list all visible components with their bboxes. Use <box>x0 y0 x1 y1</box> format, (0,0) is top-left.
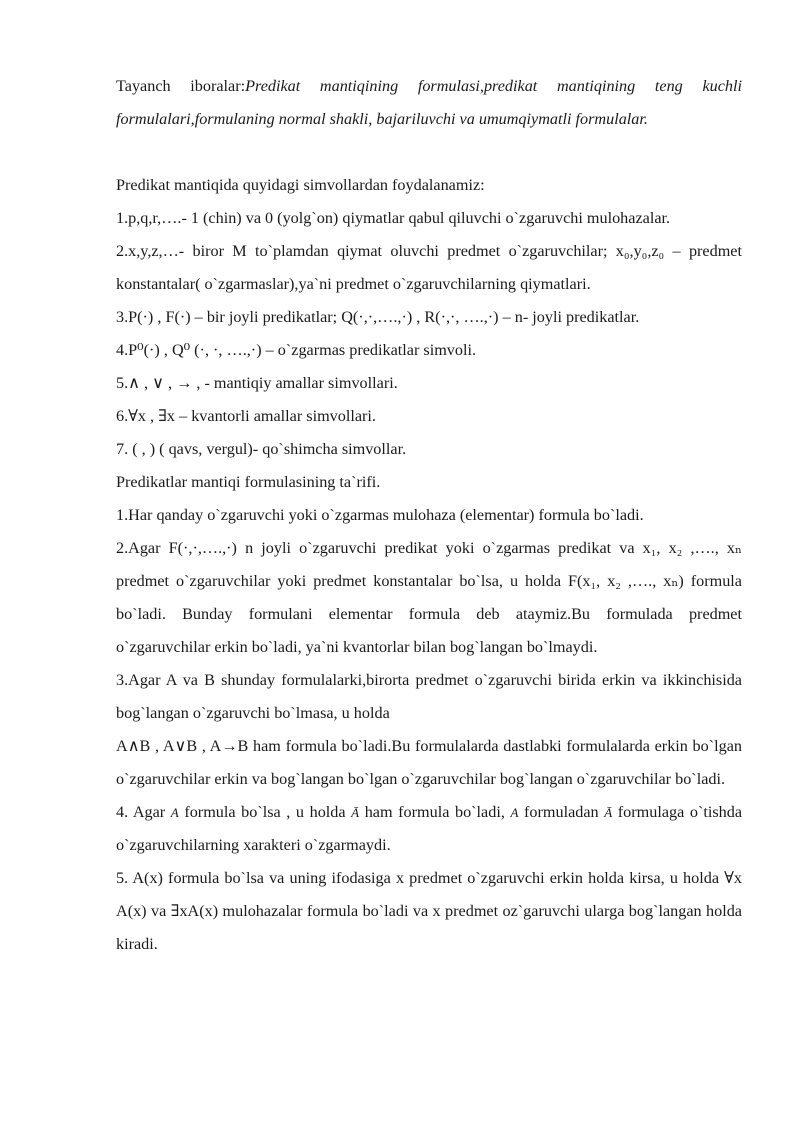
symbol-item-7: 7. ( , ) ( qavs, vergul)- qo`shimcha simvollar. <box>116 440 407 458</box>
keywords-label: Tayanch iboralar: <box>116 77 246 95</box>
spacer <box>116 136 742 169</box>
rule-3-continued: A∧B , A∨B , A→B ham formula bo`ladi.Bu formulalarda dastlabki formulalarda erkin bo`lgan o`zgaruvchilar erkin va bog`langan bo`lgan o`zgaruvchilar bog`langan o`zgaruvchilar bo`ladi. <box>116 737 742 788</box>
symbol-item-3: 3.P(·) , F(·) – bir joyli predikatlar; Q(·,·,….,·) , R(·,·, ….,·) – n- joyli predikatlar. <box>116 308 640 326</box>
symbol-item-2: 2.x,y,z,…- biror M to`plamdan qiymat oluvchi predmet o`zgaruvchilar; x₀,y₀,z₀ – predmet konstantalar( o`zgarmaslar),ya`ni predmet o`zgaruvchilarning qiymatlari. <box>116 242 742 293</box>
formula-symbol: A <box>510 805 519 820</box>
rule-4: 4. Agar A formula bo`lsa , u holda Ā ham formula bo`ladi, A formuladan Ā formulaga o`tishda o`zgaruvchilarning xarakteri o`zgarmaydi. <box>116 803 743 854</box>
keywords-text: Predikat mantiqining formulasi,predikat mantiqining teng kuchli formulalari,formulaning normal shakli, bajariluvchi va umumqiymatli formulalar. <box>116 77 742 128</box>
rule-3: 3.Agar A va B shunday formulalarki,birorta predmet o`zgaruvchi birida erkin va ikkinchisida bog`langan o`zgaruvchi bo`lmasa, u holda <box>116 671 742 722</box>
symbol-item-4: 4.P⁰(·) , Q⁰ (·, ·, ….,·) – o`zgarmas predikatlar simvoli. <box>116 341 477 359</box>
keywords-paragraph <box>116 70 742 136</box>
rule-5: 5. A(x) formula bo`lsa va uning ifodasiga x predmet o`zgaruvchi erkin holda kirsa, u holda ∀x A(x) va ∃xA(x) mulohazalar formula bo`ladi va x predmet oz`garuvchi ularga bog`langan holda kiradi. <box>116 869 742 953</box>
document-page <box>116 70 742 961</box>
symbol-item-6: 6.∀x , ∃x – kvantorli amallar simvollari. <box>116 407 376 425</box>
formula-symbol-negated: Ā <box>351 805 360 820</box>
formula-symbol: A <box>170 805 179 820</box>
rule-2: 2.Agar F(·,·,….,·) n joyli o`zgaruvchi predikat yoki o`zgarmas predikat va x₁, x₂ ,…., xₙ predmet o`zgaruvchilar yoki predmet konstantalar bo`lsa, u holda F(x₁, x₂ ,…., xₙ) formula bo`ladi. Bunday formulani elementar formula deb ataymiz.Bu formulada predmet o`zgaruvchilar erkin bo`ladi, ya`ni kvantorlar bilan bog`langan bo`lmaydi. <box>116 539 742 656</box>
formula-symbol-negated: Ā <box>604 805 613 820</box>
symbol-item-5: 5.∧ , ∨ , → , - mantiqiy amallar simvollari. <box>116 374 398 392</box>
symbol-item-1: 1.p,q,r,….- 1 (chin) va 0 (yolg`on) qiymatlar qabul qiluvchi o`zgaruvchi mulohazalar. <box>116 209 671 227</box>
rule-1: 1.Har qanday o`zgaruvchi yoki o`zgarmas mulohaza (elementar) formula bo`ladi. <box>116 506 644 524</box>
definition-heading: Predikatlar mantiqi formulasining ta`rifi. <box>116 473 381 491</box>
intro-line: Predikat mantiqida quyidagi simvollardan foydalanamiz: <box>116 176 485 194</box>
